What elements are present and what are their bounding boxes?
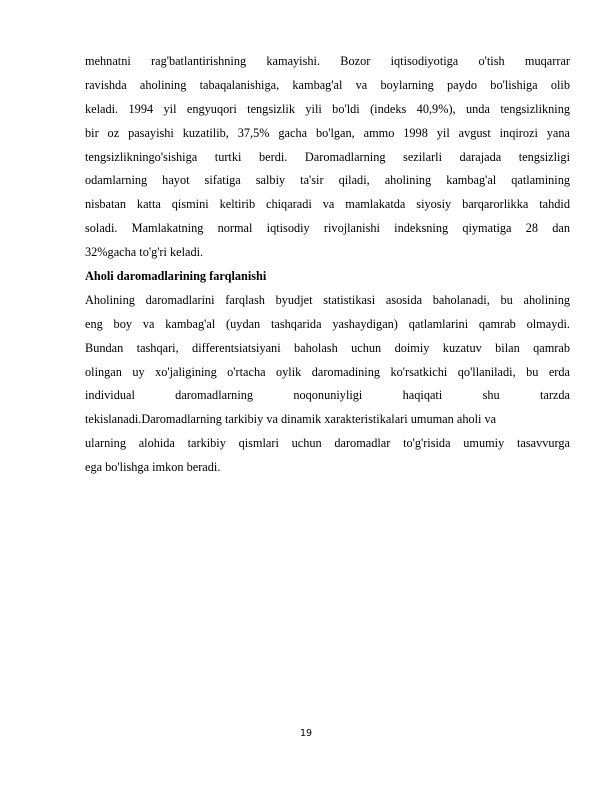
- paragraph-1-line: bir oz pasayishi kuzatilib, 37,5% gacha bo'lgan, ammo 1998 yil avgust inqirozi yana: [85, 125, 570, 140]
- paragraph-1-line: mehnatni rag'batlantirishning kamayishi. Bozor iqtisodiyotiga o'tish muqarrar: [85, 54, 570, 68]
- paragraph-1-line: tengsizlikningo'sishiga turtki berdi. Daromadlarning sezilarli darajada tengsizligi: [85, 149, 570, 164]
- paragraph-1-line: nisbatan katta qismini keltirib chiqaradi va mamlakatda siyosiy barqarorlikka tahdid: [85, 197, 570, 212]
- paragraph-2-line: individual daromadlarning noqonuniyligi haqiqati shu tarzda: [85, 388, 570, 403]
- paragraph-2-line: ega bo'lishga imkon beradi.: [85, 460, 221, 475]
- section-heading: Aholi daromadlarining farqlanishi: [85, 269, 267, 284]
- paragraph-1-line: odamlarning hayot sifatiga salbiy ta'sir qiladi, aholining kambag'al qatlamining: [85, 173, 570, 188]
- paragraph-1: [85, 50, 570, 265]
- paragraph-1-line: ravishda aholining tabaqalanishiga, kambag'al va boylarning paydo bo'lishiga olib: [85, 77, 570, 92]
- page-content: [85, 50, 570, 480]
- paragraph-2-line: Bundan tashqari, differentsiatsiyani baholash uchun doimiy kuzatuv bilan qamrab: [85, 340, 570, 355]
- paragraph-1-line: soladi. Mamlakatning normal iqtisodiy rivojlanishi indeksning qiymatiga 28 dan: [85, 221, 570, 236]
- paragraph-2: [85, 289, 570, 480]
- paragraph-2-line: Aholining daromadlarini farqlash byudjet statistikasi asosida baholanadi, bu aholining: [85, 292, 570, 307]
- paragraph-1-line: keladi. 1994 yil engyuqori tengsizlik yili bo'ldi (indeks 40,9%), unda tengsizlikning: [85, 101, 570, 116]
- paragraph-2-line: ularning alohida tarkibiy qismlari uchun daromadlar to'g'risida umumiy tasavvurga: [85, 436, 570, 451]
- page-number: 19: [299, 728, 313, 739]
- paragraph-2-line: olingan uy xo'jaligining o'rtacha oylik daromadining ko'rsatkichi qo'llaniladi, bu erda: [85, 364, 570, 379]
- paragraph-1-line: 32%gacha to'g'ri keladi.: [85, 245, 204, 260]
- paragraph-2-line: eng boy va kambag'al (uydan tashqarida yashaydigan) qatlamlarini qamrab olmaydi.: [85, 316, 570, 331]
- paragraph-2-line: tekislanadi.Daromadlarning tarkibiy va dinamik xarakteristikalari umuman aholi va: [85, 412, 497, 427]
